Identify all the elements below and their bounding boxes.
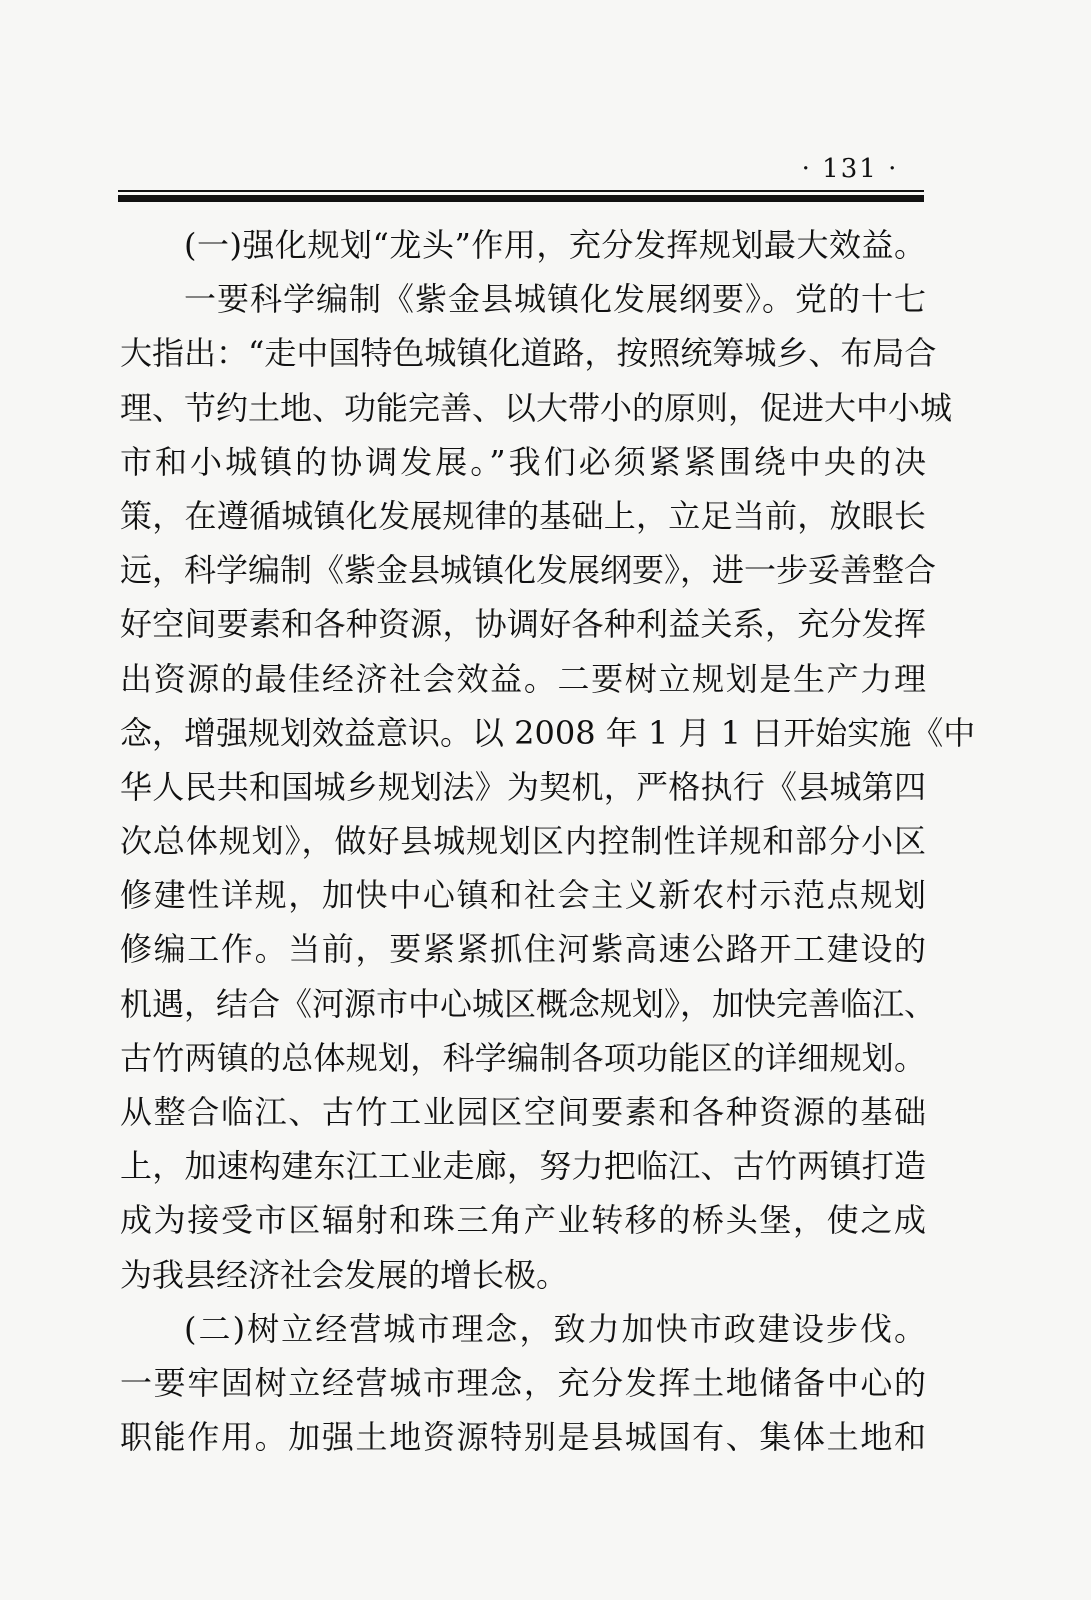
page-number: · 131 · — [801, 154, 899, 184]
header-rule — [118, 190, 924, 202]
text-line: 市和小城镇的协调发展。”我们必须紧紧围绕中央的决 — [120, 442, 926, 481]
header-rule-thick — [118, 195, 924, 202]
text-line: 一要科学编制《紫金县城镇化发展纲要》。党的十七 — [184, 280, 926, 319]
text-line: 次总体规划》，做好县城规划区内控制性详规和部分小区 — [120, 822, 926, 861]
text-line: (一)强化规划“龙头”作用，充分发挥规划最大效益。 — [184, 226, 926, 264]
text-line: 成为接受市区辐射和珠三角产业转移的桥头堡，使之成 — [120, 1201, 926, 1240]
text-line: 修建性详规，加快中心镇和社会主义新农村示范点规划 — [120, 876, 926, 915]
text-line: 远，科学编制《紫金县城镇化发展纲要》，进一步妥善整合 — [120, 551, 937, 590]
text-line: 为我县经济社会发展的增长极。 — [120, 1255, 569, 1294]
text-line: 念，增强规划效益意识。以 2008 年 1 月 1 日开始实施《中 — [120, 713, 976, 752]
text-line: 上，加速构建东江工业走廊，努力把临江、古竹两镇打造 — [120, 1147, 926, 1186]
text-line: (二)树立经营城市理念，致力加快市政建设步伐。 — [184, 1309, 926, 1348]
text-line: 大指出：“走中国特色城镇化道路，按照统筹城乡、布局合 — [120, 334, 937, 373]
header-rule-thin — [118, 190, 924, 192]
text-line: 修编工作。当前，要紧紧抓住河紫高速公路开工建设的 — [120, 930, 926, 969]
text-line: 古竹两镇的总体规划，科学编制各项功能区的详细规划。 — [120, 1038, 926, 1077]
text-line: 理、节约土地、功能完善、以大带小的原则，促进大中小城 — [120, 388, 953, 427]
text-line: 机遇，结合《河源市中心城区概念规划》，加快完善临江、 — [120, 984, 937, 1023]
text-line: 职能作用。加强土地资源特别是县城国有、集体土地和 — [120, 1418, 926, 1457]
body-text — [120, 218, 976, 1464]
text-line: 好空间要素和各种资源，协调好各种利益关系，充分发挥 — [120, 605, 926, 644]
text-line: 从整合临江、古竹工业园区空间要素和各种资源的基础 — [120, 1093, 926, 1131]
text-line: 策，在遵循城镇化发展规律的基础上，立足当前，放眼长 — [120, 496, 926, 535]
text-line: 出资源的最佳经济社会效益。二要树立规划是生产力理 — [120, 659, 926, 698]
text-line: 华人民共和国城乡规划法》为契机，严格执行《县城第四 — [120, 767, 926, 806]
text-line: 一要牢固树立经营城市理念，充分发挥土地储备中心的 — [120, 1363, 926, 1402]
